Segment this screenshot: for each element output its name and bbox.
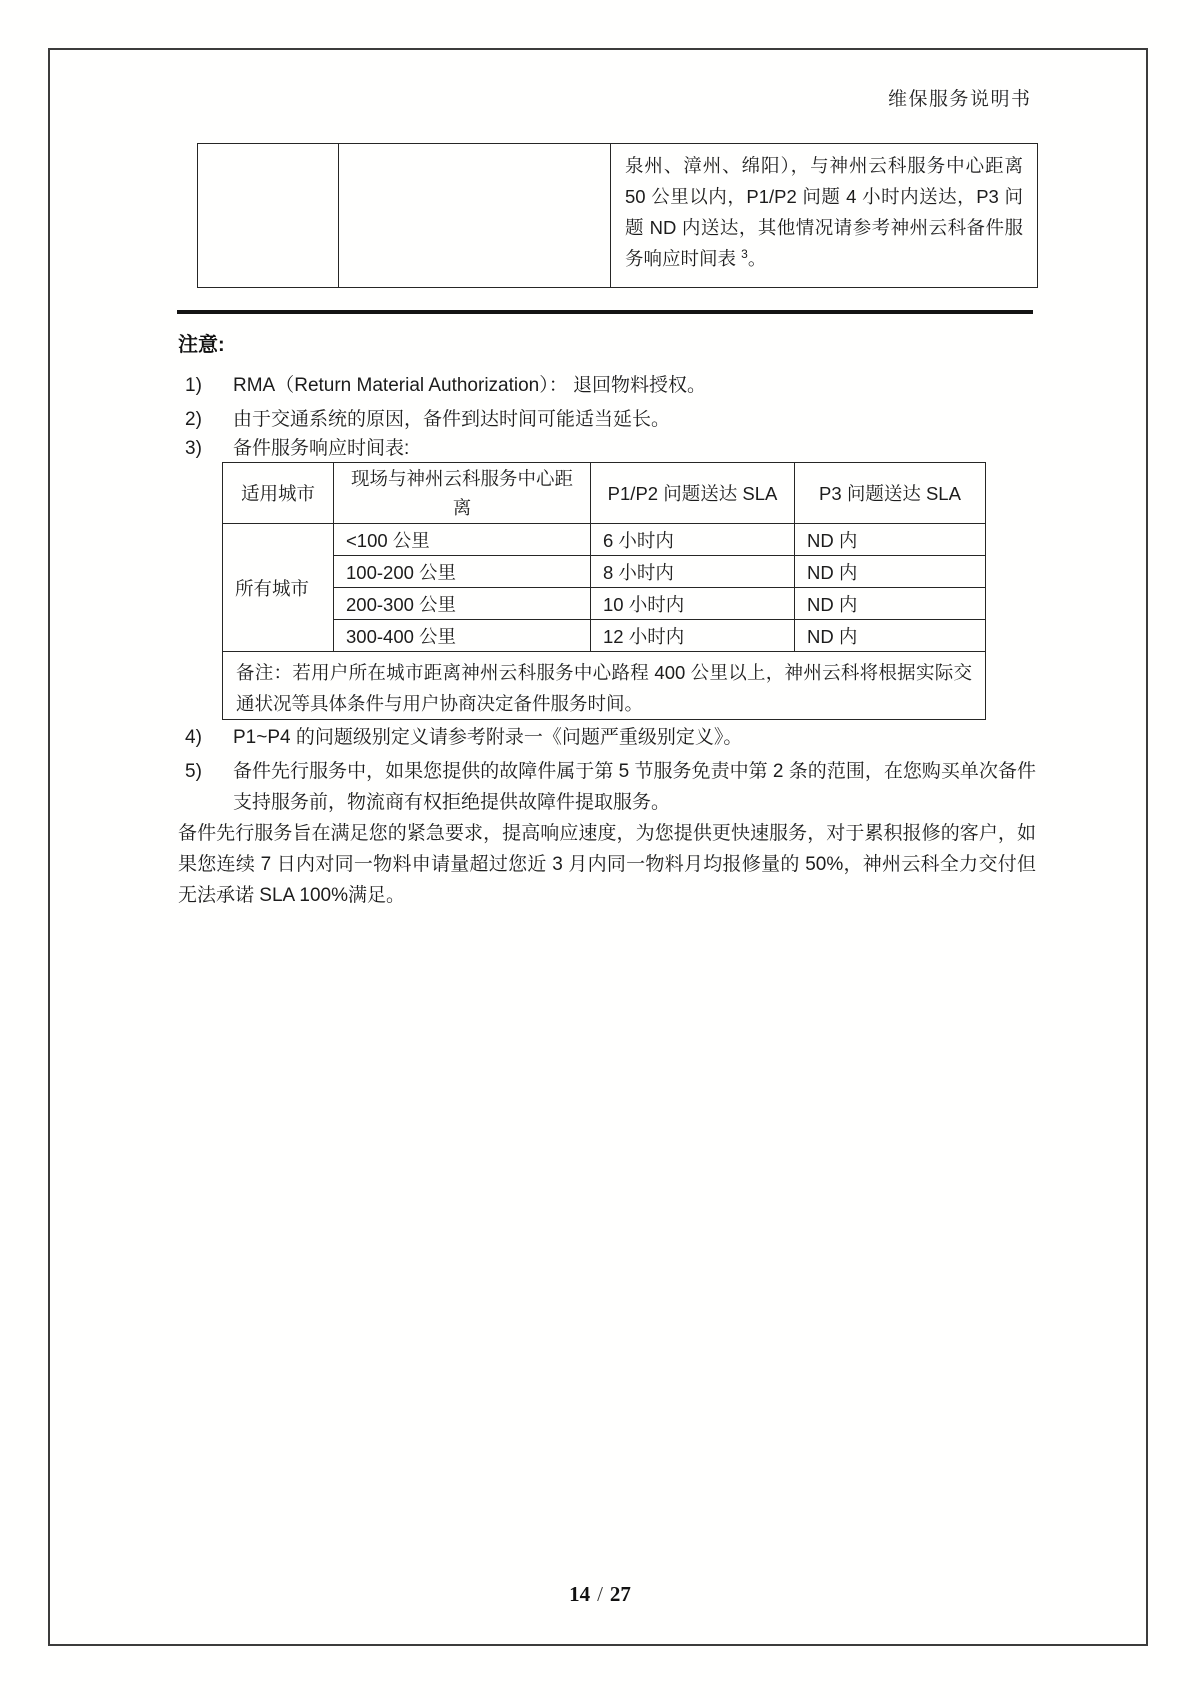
closing-paragraph: 备件先行服务旨在满足您的紧急要求，提高响应速度，为您提供更快速服务，对于累积报修的客户，如果您连续 7 日内对同一物料申请量超过您近 3 月内同一物料月均报修量的 50%，神州云科全力交付但无法承诺 SLA 100%满足。 — [178, 823, 1036, 906]
note-number: 2) — [185, 409, 202, 430]
sla-p1p2-cell: 12 小时内 — [591, 620, 795, 652]
note-item-5 — [185, 756, 1036, 818]
note-text: 备件先行服务中，如果您提供的故障件属于第 5 节服务免责中第 2 条的范围，在您购买单次备件支持服务前，物流商有权拒绝提供故障件提取服务。 — [233, 761, 1036, 813]
sla-remark-cell: 备注：若用户所在城市距离神州云科服务中心路程 400 公里以上，神州云科将根据实际交通状况等具体条件与用户协商决定备件服务时间。 — [223, 652, 986, 720]
sla-header-p1p2: P1/P2 问题送达 SLA — [591, 463, 795, 524]
sla-header-city: 适用城市 — [223, 463, 334, 524]
note-item-4 — [185, 722, 1036, 753]
note-text: RMA（Return Material Authorization）： 退回物料授权。 — [233, 375, 707, 396]
sla-p3-cell: ND 内 — [795, 556, 986, 588]
sla-header-p3: P3 问题送达 SLA — [795, 463, 986, 524]
continued-table-text-cell — [611, 144, 1038, 288]
continued-table-row — [198, 144, 1038, 288]
note-text: 由于交通系统的原因，备件到达时间可能适当延长。 — [233, 409, 671, 430]
sla-table-remark-row — [223, 652, 986, 720]
note-number: 5) — [185, 761, 202, 782]
sla-distance-cell: 200-300 公里 — [334, 588, 591, 620]
page-number: 14 — [569, 1582, 591, 1606]
page-footer — [0, 1582, 1200, 1607]
note-text: P1~P4 的问题级别定义请参考附录一《问题严重级别定义》。 — [233, 727, 743, 748]
sla-response-time-table — [222, 462, 986, 720]
sla-table-row — [223, 556, 986, 588]
sla-p1p2-cell: 8 小时内 — [591, 556, 795, 588]
sla-table-header-row — [223, 463, 986, 524]
continued-table-empty-cell-2 — [339, 144, 611, 288]
note-number: 4) — [185, 727, 202, 748]
sla-p3-cell: ND 内 — [795, 588, 986, 620]
sla-p1p2-cell: 6 小时内 — [591, 524, 795, 556]
continued-cell-text: 泉州、漳州、绵阳），与神州云科服务中心距离 50 公里以内，P1/P2 问题 4 小时内送达，P3 问题 ND 内送达，其他情况请参考神州云科备件服务响应时间表 — [625, 155, 1023, 269]
note-item-1 — [185, 370, 1036, 401]
sla-table-row — [223, 620, 986, 652]
notes-heading: 注意: — [178, 334, 225, 356]
sla-city-group-cell: 所有城市 — [223, 524, 334, 652]
note-item-2 — [185, 404, 1036, 435]
sla-header-distance: 现场与神州云科服务中心距离 — [334, 463, 591, 524]
note-number: 3) — [185, 438, 202, 459]
doc-header-title: 维保服务说明书 — [888, 89, 1032, 110]
sla-distance-cell: 100-200 公里 — [334, 556, 591, 588]
section-divider-rule — [177, 310, 1033, 314]
note-number: 1) — [185, 375, 202, 396]
sla-p3-cell: ND 内 — [795, 524, 986, 556]
note-text: 备件服务响应时间表: — [233, 438, 410, 459]
continued-table-empty-cell-1 — [198, 144, 339, 288]
continued-table — [197, 143, 1038, 288]
footnote-ref: 3 — [741, 246, 748, 261]
page-separator: / — [597, 1582, 603, 1606]
sla-p1p2-cell: 10 小时内 — [591, 588, 795, 620]
continued-cell-text-suffix: 。 — [747, 248, 767, 269]
sla-distance-cell: <100 公里 — [334, 524, 591, 556]
note-item-3 — [185, 433, 1036, 464]
page-total: 27 — [609, 1582, 631, 1606]
sla-table-row — [223, 588, 986, 620]
sla-distance-cell: 300-400 公里 — [334, 620, 591, 652]
sla-table-row — [223, 524, 986, 556]
sla-p3-cell: ND 内 — [795, 620, 986, 652]
